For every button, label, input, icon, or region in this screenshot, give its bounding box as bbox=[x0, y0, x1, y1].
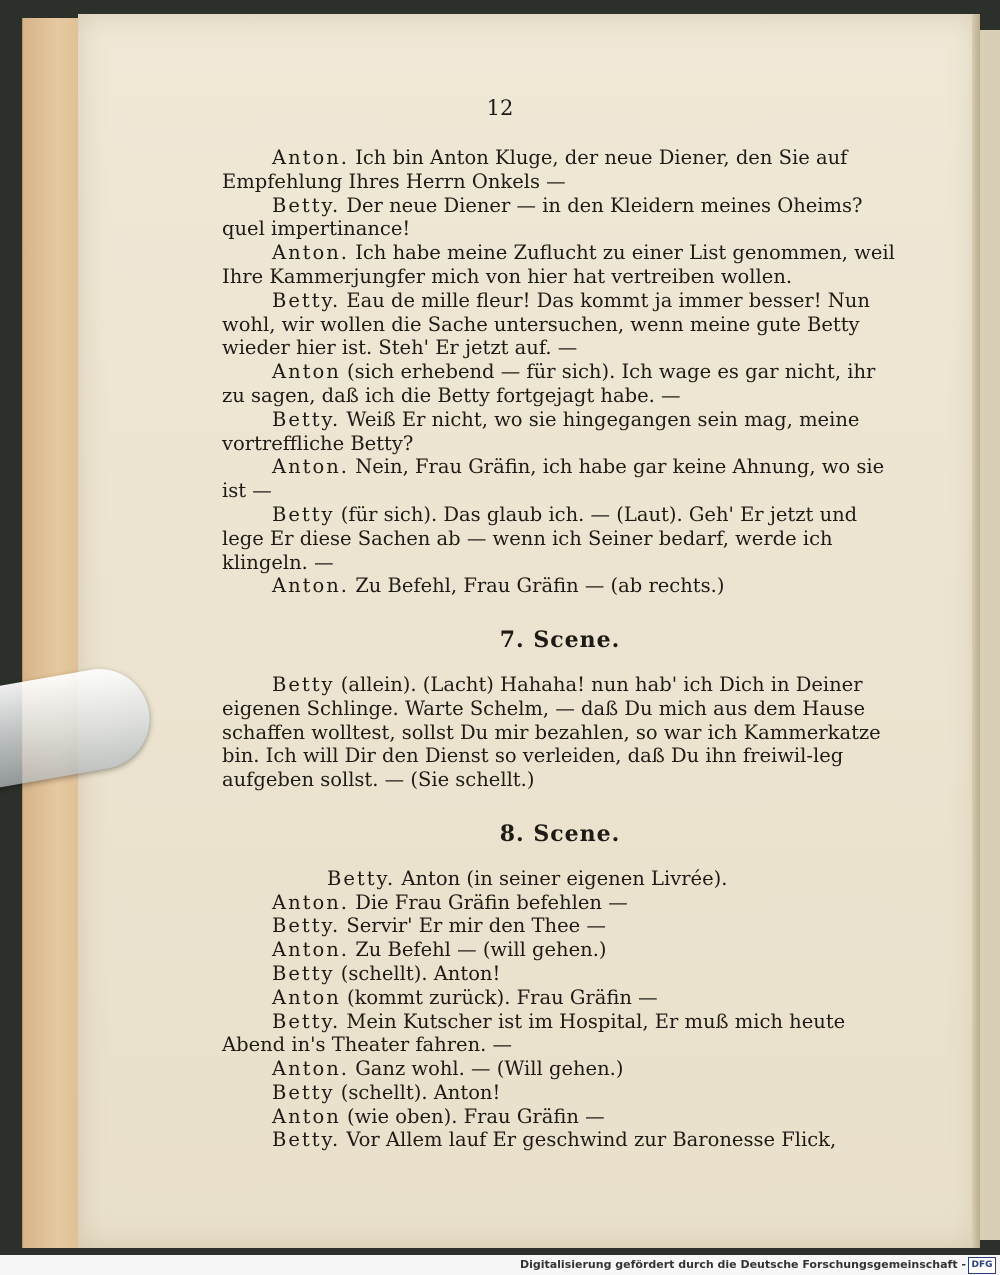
speaker: Betty. bbox=[272, 193, 341, 217]
dialogue-line bbox=[222, 914, 898, 938]
line-text: (wie oben). Frau Gräfin — bbox=[346, 1104, 605, 1128]
dialogue-line bbox=[222, 455, 898, 503]
line-text: Servir' Er mir den Thee — bbox=[346, 914, 606, 938]
speaker: Betty. bbox=[272, 1009, 341, 1033]
dialogue-line bbox=[222, 289, 898, 360]
speaker: Betty bbox=[272, 1080, 335, 1104]
speaker: Betty bbox=[272, 961, 335, 985]
dialogue-line bbox=[222, 146, 898, 194]
speaker: Anton. bbox=[272, 938, 349, 962]
line-text: (kommt zurück). Frau Gräfin — bbox=[346, 985, 658, 1009]
speaker: Anton. bbox=[272, 574, 349, 598]
dialogue-line bbox=[222, 1105, 898, 1129]
scene-8-heading: 8. Scene. bbox=[499, 820, 621, 847]
dialogue-line bbox=[222, 1081, 898, 1105]
dfg-logo: DFG bbox=[968, 1257, 996, 1274]
line-text: Mein Kutscher ist im Hospital, Er muß mich heute Abend in's Theater fahren. — bbox=[222, 1009, 846, 1057]
scene-8-cast bbox=[222, 867, 898, 891]
dialogue-line bbox=[222, 962, 898, 986]
line-text: (für sich). Das glaub ich. — (Laut). Geh' Er jetzt und lege Er diese Sachen ab — wenn ich Seiner bedarf, werde ich klingeln. — bbox=[222, 502, 858, 574]
speaker: Anton bbox=[272, 985, 341, 1009]
speaker: Betty. bbox=[272, 1128, 341, 1152]
line-text: Vor Allem lauf Er geschwind zur Baronesse Flick, bbox=[346, 1128, 837, 1152]
footer-bar bbox=[0, 1255, 1000, 1275]
line-text: (schellt). Anton! bbox=[340, 961, 501, 985]
dialogue-line bbox=[222, 408, 898, 456]
speaker: Anton. bbox=[272, 241, 349, 265]
line-text: Zu Befehl — (will gehen.) bbox=[355, 938, 607, 962]
dialogue-line bbox=[222, 241, 898, 289]
line-text: Ich bin Anton Kluge, der neue Diener, den Sie auf Empfehlung Ihres Herrn Onkels — bbox=[222, 146, 848, 193]
line-text: (allein). (Lacht) Hahaha! nun hab' ich Dich in Deiner eigenen Schlinge. Warte Schelm, — daß Du mich aus dem Hause schaffen wolltest, sollst Du mir bezahlen, so war ich Kammerkatze bin. Ich will Dir den Dienst so verleiden, daß Du ihn freiwil-leg aufgeben sollst. — (Sie schellt.) bbox=[222, 672, 881, 792]
funding-credit: Digitalisierung gefördert durch die Deutsche Forschungsgemeinschaft - bbox=[519, 1258, 966, 1271]
line-text: Nein, Frau Gräfin, ich habe gar keine Ahnung, wo sie ist — bbox=[222, 455, 885, 503]
scene-7-dialogue bbox=[222, 673, 898, 792]
line-text: Der neue Diener — in den Kleidern meines Oheims? quel impertinance! bbox=[222, 193, 863, 241]
line-text: Weiß Er nicht, wo sie hingegangen sein mag, meine vortreffliche Betty? bbox=[222, 407, 860, 455]
page-number: 12 bbox=[486, 96, 514, 120]
dialogue-line bbox=[222, 673, 898, 792]
speaker: Anton. bbox=[272, 455, 349, 479]
dialogue-line bbox=[222, 360, 898, 408]
scene-7-heading: 7. Scene. bbox=[499, 627, 621, 654]
dialogue-line bbox=[222, 1128, 898, 1152]
scene-8-dialogue bbox=[222, 891, 898, 1153]
dialogue-line bbox=[222, 891, 898, 915]
dialogue-line bbox=[222, 194, 898, 242]
dialogue-line bbox=[222, 574, 898, 598]
speaker: Anton bbox=[272, 360, 341, 384]
dialogue-line bbox=[222, 938, 898, 962]
line-text: Zu Befehl, Frau Gräfin — (ab rechts.) bbox=[355, 574, 725, 598]
speaker: Anton. bbox=[272, 1057, 349, 1081]
dialogue-line bbox=[222, 986, 898, 1010]
line-text: (schellt). Anton! bbox=[340, 1080, 501, 1104]
speaker: Anton. bbox=[272, 146, 349, 169]
line-text: Eau de mille fleur! Das kommt ja immer besser! Nun wohl, wir wollen die Sache untersuchen, wenn meine gute Betty wieder hier ist. Steh' Er jetzt auf. — bbox=[222, 288, 870, 360]
line-text: Die Frau Gräfin befehlen — bbox=[355, 890, 628, 914]
line-text: Ganz wohl. — (Will gehen.) bbox=[355, 1057, 624, 1081]
line-text: (sich erhebend — für sich). Ich wage es gar nicht, ihr zu sagen, daß ich die Betty fortgejagt habe. — bbox=[222, 360, 876, 407]
speaker: Betty bbox=[272, 672, 335, 696]
page-text bbox=[222, 146, 898, 1152]
speaker: Anton. bbox=[272, 890, 349, 914]
speaker: Betty. bbox=[272, 914, 341, 938]
dialogue-part-1 bbox=[222, 146, 898, 598]
speaker: Betty. bbox=[272, 288, 341, 312]
speaker: Anton bbox=[272, 1104, 341, 1128]
dialogue-line bbox=[222, 503, 898, 574]
next-page-strip bbox=[980, 30, 1000, 1240]
dialogue-line bbox=[222, 1057, 898, 1081]
speaker: Betty bbox=[272, 502, 335, 526]
line-text: Ich habe meine Zuflucht zu einer List genommen, weil Ihre Kammerjungfer mich von hier hat vertreiben wollen. bbox=[222, 241, 895, 288]
speaker: Betty. bbox=[327, 866, 396, 890]
page-edge bbox=[972, 14, 980, 1248]
dialogue-line bbox=[222, 1010, 898, 1058]
line-text: Anton (in seiner eigenen Livrée). bbox=[401, 866, 728, 890]
speaker: Betty. bbox=[272, 407, 341, 431]
